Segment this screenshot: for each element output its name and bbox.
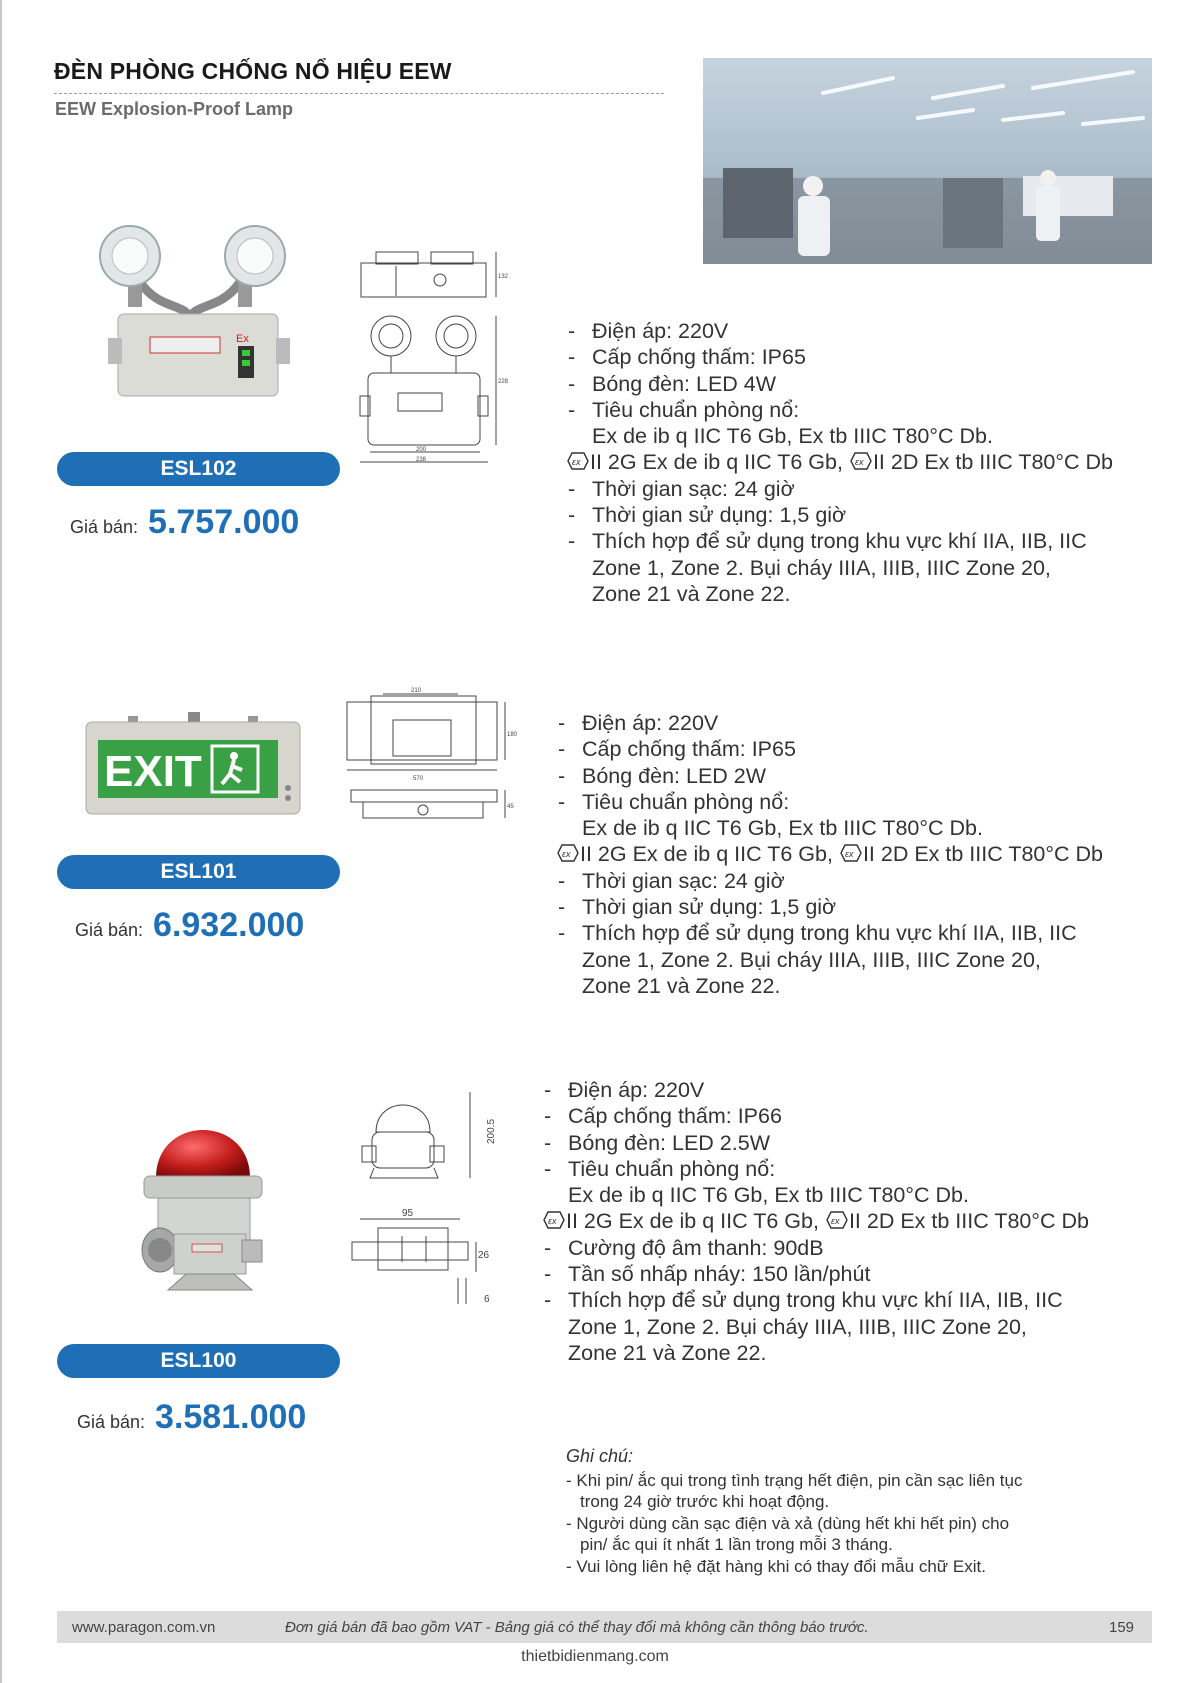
svg-text:εx: εx — [548, 1216, 557, 1227]
note-line: - Vui lòng liên hệ đặt hàng khi có thay đổi mẫu chữ Exit. — [566, 1556, 986, 1576]
ex-hexagon-mark-icon — [849, 451, 873, 471]
note-line: - Người dùng cần sạc điện và xả (dùng hết khi hết pin) cho — [566, 1513, 1010, 1533]
esl100-dim-height: 200.5 — [486, 1118, 497, 1144]
esl101-model-badge: ESL101 — [57, 855, 340, 889]
note-line: pin/ ắc qui ít nhất 1 lần trong mỗi 3 tháng. — [580, 1535, 893, 1554]
spec-line: Ex de ib q IIC T6 Gb, Ex tb IIIC T80°C Db. — [592, 424, 993, 449]
footer-disclaimer: Đơn giá bán đã bao gồm VAT - Bảng giá có thể thay đổi mà không cần thông báo trước. — [285, 1619, 869, 1636]
esl100-model-badge: ESL100 — [57, 1344, 340, 1378]
spec-line: - Cấp chống thấm: IP66 — [544, 1104, 782, 1129]
spec-line: - Thích hợp để sử dụng trong khu vực khí IIA, IIB, IIC — [558, 921, 1077, 946]
esl102-model-badge: ESL102 — [57, 452, 340, 486]
ex-hexagon-mark-icon — [556, 843, 580, 863]
esl102-dim-width-outer: 238 — [416, 457, 427, 463]
price-label: Giá bán: — [75, 920, 144, 940]
esl100-dimension-drawing — [350, 1086, 508, 1314]
svg-text:εx: εx — [572, 457, 581, 468]
spec-line: Ex de ib q IIC T6 Gb, Ex tb IIIC T80°C Db. — [582, 816, 983, 841]
esl102-dim-height: 132 — [498, 274, 509, 280]
spec-line: - Thời gian sạc: 24 giờ — [568, 476, 795, 501]
spec-line: - Thời gian sử dụng: 1,5 giờ — [558, 895, 837, 920]
page-title: ĐÈN PHÒNG CHỐNG NỔ HIỆU EEW — [54, 58, 452, 84]
page-edge — [0, 0, 2, 1683]
esl102-price-row — [70, 503, 299, 542]
price-label: Giá bán: — [77, 1412, 146, 1432]
esl101-dim-top: 210 — [411, 688, 422, 694]
esl102-dim-body-height: 228 — [498, 379, 509, 385]
esl101-price: 6.932.000 — [153, 906, 305, 944]
esl102-dim-width-inner: 200 — [416, 447, 427, 453]
spec-line: Ex de ib q IIC T6 Gb, Ex tb IIIC T80°C Db. — [568, 1183, 969, 1208]
svg-text:εx: εx — [830, 1216, 840, 1227]
source-watermark: thietbidienmang.com — [521, 1648, 669, 1665]
spec-line: - Bóng đèn: LED 4W — [568, 371, 777, 396]
esl101-dim-depth: 45 — [507, 804, 514, 810]
notes-block — [566, 1446, 1022, 1577]
esl101-dim-height: 180 — [507, 732, 518, 738]
esl101-price-row — [75, 906, 304, 945]
spec-line: - Bóng đèn: LED 2.5W — [544, 1130, 770, 1155]
spec-line: - Thích hợp để sử dụng trong khu vực khí IIA, IIB, IIC — [544, 1288, 1063, 1313]
spec-line: Zone 21 và Zone 22. — [568, 1340, 767, 1365]
spec-line: Zone 1, Zone 2. Bụi cháy IIIA, IIIB, IIIC Zone 20, — [592, 555, 1051, 580]
spec-line: - Tiêu chuẩn phòng nổ: — [558, 789, 790, 814]
esl102-price: 5.757.000 — [148, 503, 300, 541]
spec-cert-line: εx II 2G Ex de ib q IIC T6 Gb, εx II 2D Ex tb IIIC T80°C Db — [566, 449, 1113, 475]
esl100-dim-width: 95 — [402, 1208, 414, 1219]
ex-hexagon-mark-icon — [542, 1210, 566, 1230]
spec-line: - Điện áp: 220V — [558, 711, 719, 735]
exit-text: EXIT — [104, 747, 202, 796]
exit-sign-light-image — [84, 712, 302, 818]
esl102-dimension-drawing — [356, 248, 509, 466]
spec-line: - Thời gian sạc: 24 giờ — [558, 868, 785, 893]
spec-cert-line: εx II 2G Ex de ib q IIC T6 Gb, εx II 2D Ex tb IIIC T80°C Db — [542, 1208, 1089, 1234]
title-divider — [54, 93, 664, 94]
page-footer — [57, 1611, 1152, 1643]
svg-text:εx: εx — [562, 849, 571, 860]
red-beacon-alarm-light-image — [138, 1094, 268, 1300]
esl100-dim-depth: 26 — [478, 1250, 490, 1261]
esl100-spec-list — [544, 1077, 1089, 1366]
spec-cert-line: εx II 2G Ex de ib q IIC T6 Gb, εx II 2D Ex tb IIIC T80°C Db — [556, 841, 1103, 867]
spec-line: Zone 21 và Zone 22. — [592, 581, 791, 606]
spec-line: - Tần số nhấp nháy: 150 lần/phút — [544, 1262, 871, 1287]
factory-cleanroom-photo — [703, 58, 1152, 264]
twin-head-emergency-light-image — [90, 222, 290, 404]
spec-line: - Điện áp: 220V — [544, 1078, 705, 1102]
spec-line: - Thích hợp để sử dụng trong khu vực khí IIA, IIB, IIC — [568, 529, 1087, 554]
esl101-dimension-drawing — [343, 684, 518, 840]
esl102-spec-list — [568, 318, 1113, 607]
ex-hexagon-mark-icon — [839, 843, 863, 863]
notes-heading: Ghi chú: — [566, 1446, 634, 1466]
page-number: 159 — [1109, 1619, 1135, 1636]
esl101-spec-list — [558, 710, 1103, 999]
esl100-price-row — [77, 1398, 306, 1437]
note-line: trong 24 giờ trước khi hoạt động. — [580, 1492, 830, 1511]
spec-line: - Tiêu chuẩn phòng nổ: — [544, 1156, 776, 1181]
esl100-price: 3.581.000 — [155, 1398, 307, 1436]
esl101-dim-width: 570 — [413, 776, 424, 782]
esl100-dim-hole: 6 — [484, 1294, 490, 1305]
svg-text:εx: εx — [854, 457, 864, 468]
footer-website[interactable]: www.paragon.com.vn — [72, 1619, 216, 1636]
ex-hexagon-mark-icon — [566, 451, 590, 471]
spec-line: - Tiêu chuẩn phòng nổ: — [568, 397, 800, 422]
spec-line: - Cấp chống thấm: IP65 — [568, 345, 806, 370]
spec-line: Zone 1, Zone 2. Bụi cháy IIIA, IIIB, IIIC Zone 20, — [582, 947, 1041, 972]
spec-line: - Bóng đèn: LED 2W — [558, 763, 767, 788]
ex-hexagon-mark-icon — [825, 1210, 849, 1230]
svg-text:Ex: Ex — [236, 333, 249, 345]
note-line: - Khi pin/ ắc qui trong tình trạng hết điện, pin cần sạc liên tục — [566, 1470, 1023, 1490]
spec-line: - Cấp chống thấm: IP65 — [558, 737, 796, 762]
svg-text:εx: εx — [844, 849, 854, 860]
spec-line: - Cường độ âm thanh: 90dB — [544, 1235, 824, 1260]
spec-line: Zone 1, Zone 2. Bụi cháy IIIA, IIIB, IIIC Zone 20, — [568, 1314, 1027, 1339]
spec-line: - Thời gian sử dụng: 1,5 giờ — [568, 503, 847, 528]
spec-line: Zone 21 và Zone 22. — [582, 973, 781, 998]
spec-line: - Điện áp: 220V — [568, 319, 729, 343]
price-label: Giá bán: — [70, 517, 139, 537]
page-subtitle: EEW Explosion-Proof Lamp — [55, 99, 294, 119]
